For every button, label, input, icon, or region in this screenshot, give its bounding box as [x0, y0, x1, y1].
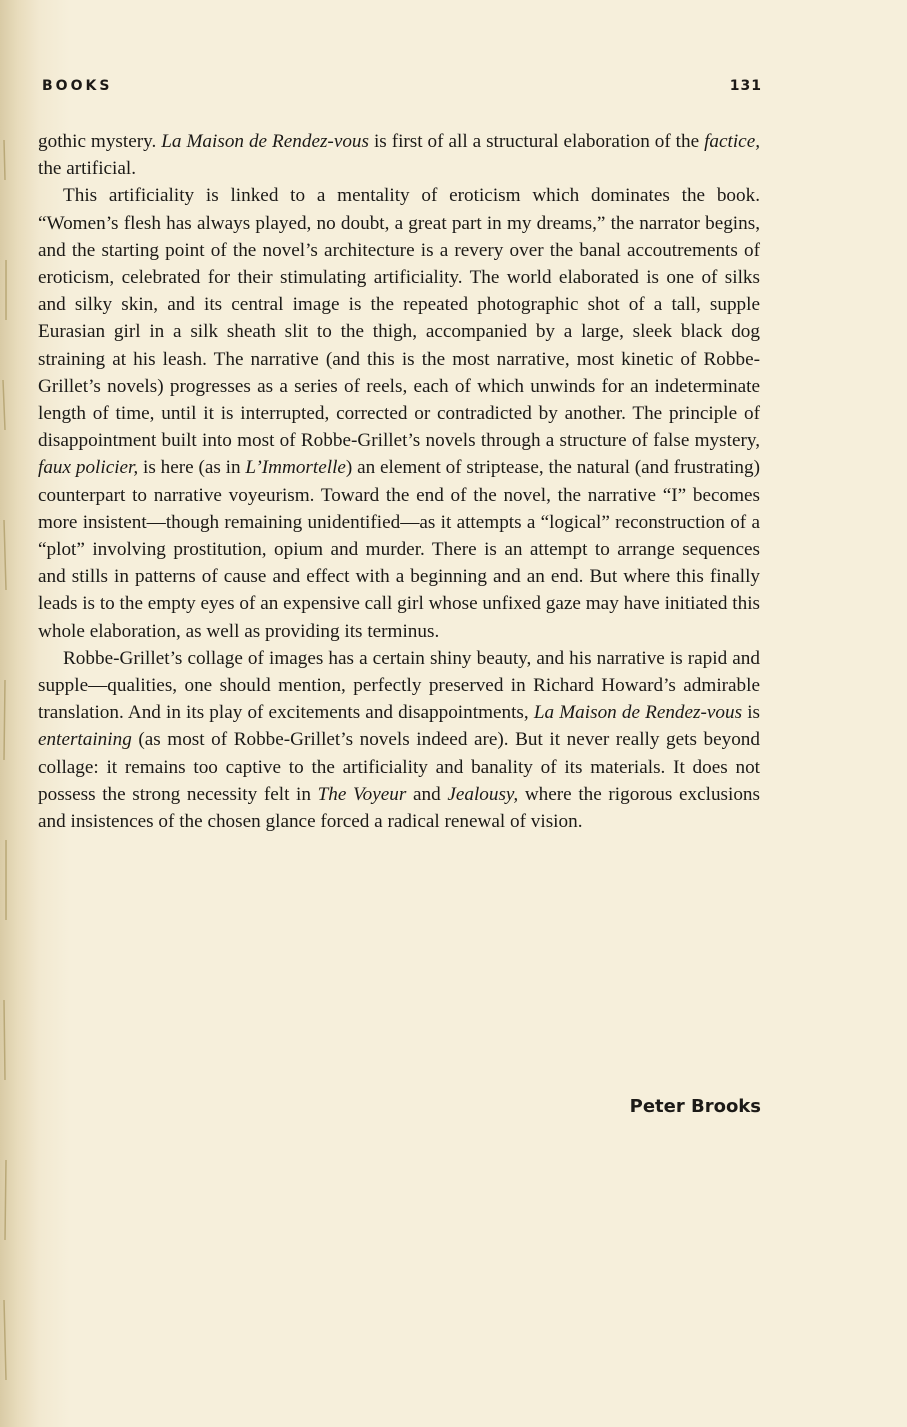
text-run: Robbe-Grillet’s collage of images has a certain shiny beauty, and his narrative is rapid and supple—qualities, one should mention, perfectly preserved in Richard Howard’s admirable translation. And in its play of excitements and disappointments, — [38, 647, 760, 724]
text-run: the artificial. — [38, 158, 137, 180]
text-run: This artificiality is linked to a mentality of eroticism which dominates the book. “Women’s flesh has always played, no doubt, a great part in my dreams,” the narrator begins, and the starting point of the novel’s architecture is a revery over the banal accoutrements of eroticism, celebrated for their stimulating artificiality. The world elaborated is one of silks and silky skin, and its central image is the repeated photographic shot of a tall, supple Eurasian girl in a silk sheath slit to the thigh, accompanied by a large, sleek black dog straining at his leash. The narrative (and this is the most narrative, most kinetic of Robbe-Grillet’s novels) progresses as a series of reels, each of which unwinds for an indeterminate length of time, until it is interrupted, corrected or contradicted by another. The principle of disappointment built into most of Robbe-Grillet’s novels through a structure of false mystery, — [38, 185, 760, 452]
body-text — [38, 128, 760, 835]
page-header — [42, 78, 762, 102]
italic-text: faux policier, — [38, 457, 139, 479]
text-run: and — [406, 783, 448, 805]
italic-text: La Maison de Rendez-vous — [161, 131, 369, 152]
page-number: 131 — [729, 78, 762, 94]
italic-text: L’Immortelle — [245, 457, 346, 479]
text-run: where the rigorous exclusions and insistences of the chosen glance forced a radical renewal of vision. — [38, 783, 760, 833]
italic-text: entertaining — [38, 729, 132, 751]
italic-text: Jealousy, — [447, 783, 519, 805]
italic-text: factice, — [704, 131, 761, 152]
text-run: (as most of Robbe-Grillet’s novels indeed are). But it never really gets beyond collage: it remains too captive to the artificiality and banality of its materials. It does not possess the strong necessity felt in — [38, 729, 760, 805]
paragraph — [38, 645, 760, 835]
text-run: is here (as in — [138, 457, 246, 479]
author-signature: Peter Brooks — [629, 1096, 761, 1117]
gutter-shading — [0, 120, 40, 1420]
running-head: BOOKS — [42, 78, 113, 94]
text-run: is — [742, 702, 760, 724]
italic-text: The Voyeur — [317, 783, 407, 805]
paragraph — [38, 128, 760, 182]
text-run: ) an element of striptease, the natural (and frustrating) counterpart to narrative voyeurism. Toward the end of the novel, the narrative “I” becomes more insistent—though remaining unidentified—as it attempts a “logical” reconstruction of a “plot” involving prostitution, opium and murder. There is an attempt to arrange sequences and stills in patterns of cause and effect with a beginning and an end. But where this finally leads is to the empty eyes of an expensive call girl whose unfixed gaze may have initiated this whole elaboration, as well as providing its terminus. — [38, 457, 760, 642]
text-run: is first of all a structural elaboration of the — [369, 131, 705, 152]
italic-text: La Maison de Rendez-vous — [533, 702, 743, 724]
text-run: gothic mystery. — [38, 131, 162, 152]
paragraph — [38, 182, 760, 644]
